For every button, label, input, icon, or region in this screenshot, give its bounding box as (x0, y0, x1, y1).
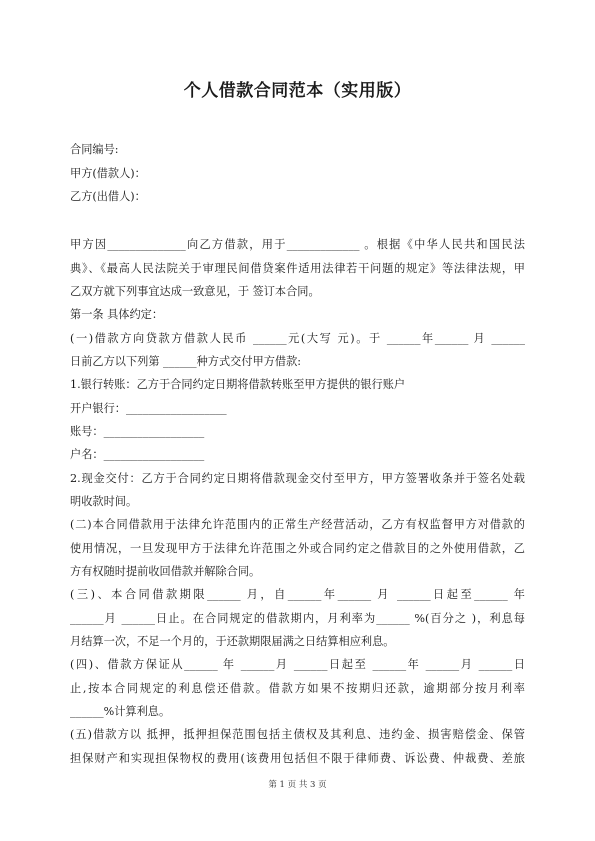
body-line: 典》、《最高人民法院关于审理民间借贷案件适用法律若干问题的规定》等法律法规，甲 (70, 262, 525, 275)
body-line: 乙双方就下列事宜达成一致意见，于 签订本合同。 (70, 285, 320, 298)
document-title: 个人借款合同范本（实用版） (183, 81, 412, 101)
article-heading: 第一条 具体约定： (70, 308, 164, 321)
party-a-line: 甲方(借款人)： (70, 167, 146, 180)
page-number: 第 1 页 共 3 页 (268, 780, 327, 790)
body-line: 日前乙方以下列第 ______种方式交付甲方借款: (70, 355, 302, 368)
body-line: 甲方因______________向乙方借款，用于_____________ 。根据《中华人民共和国民法 (70, 238, 525, 251)
body-line: (三)、本合同借款期限______ 月，自______年______ 月 ______日起至______ 年 (70, 588, 525, 601)
body-line: (五)借款方以 抵押，抵押担保范围包括主债权及其利息、违约金、损害赔偿金、保管 (70, 728, 525, 741)
body-line: 2.现金交付：乙方于合同约定日期将借款现金交付至甲方，甲方签署收条并于签名处载 (70, 472, 525, 485)
body-line: 担保财产和实现担保物权的费用(该费用包括但不限于律师费、诉讼费、仲裁费、差旅 (70, 752, 525, 765)
body-line: 使用情况，一旦发现甲方于法律允许范围之外或合同约定之借款目的之外使用借款，乙 (70, 542, 525, 555)
body-line: ______月 ______日止。在合同规定的借款期内，月利率为______ %(百分之 )，利息每 (70, 612, 525, 625)
body-line: 止,按本合同规定的利息偿还借款。借款方如果不按期归还款，逾期部分按月利率 (70, 682, 525, 695)
body-line: 1.银行转账：乙方于合同约定日期将借款转账至甲方提供的银行账户 (70, 378, 406, 391)
account-name-field: 户名：__________________ (70, 448, 205, 461)
party-b-line: 乙方(出借人)： (70, 190, 146, 203)
account-number-field: 账号：__________________ (70, 425, 205, 438)
body-line: 方有权随时提前收回借款并解除合同。 (70, 565, 261, 578)
body-line: (四)、借款方保证从______ 年 ______月 ______日起至 ______年 ______月 ______日 (70, 658, 525, 671)
contract-number-line: 合同编号: (70, 143, 119, 156)
body-line: ______%计算利息。 (70, 705, 171, 718)
body-line: 月结算一次，不足一个月的，于还款期限届满之日结算相应利息。 (70, 635, 395, 648)
body-line: (一)借款方向贷款方借款人民币 ______元(大写 元)。于 ______年______ 月 ______ (70, 332, 525, 345)
body-line: (二)本合同借款用于法律允许范围内的正常生产经营活动，乙方有权监督甲方对借款的 (70, 518, 525, 531)
body-line: 明收款时间。 (70, 495, 138, 508)
bank-name-field: 开户银行：__________________ (70, 402, 227, 415)
